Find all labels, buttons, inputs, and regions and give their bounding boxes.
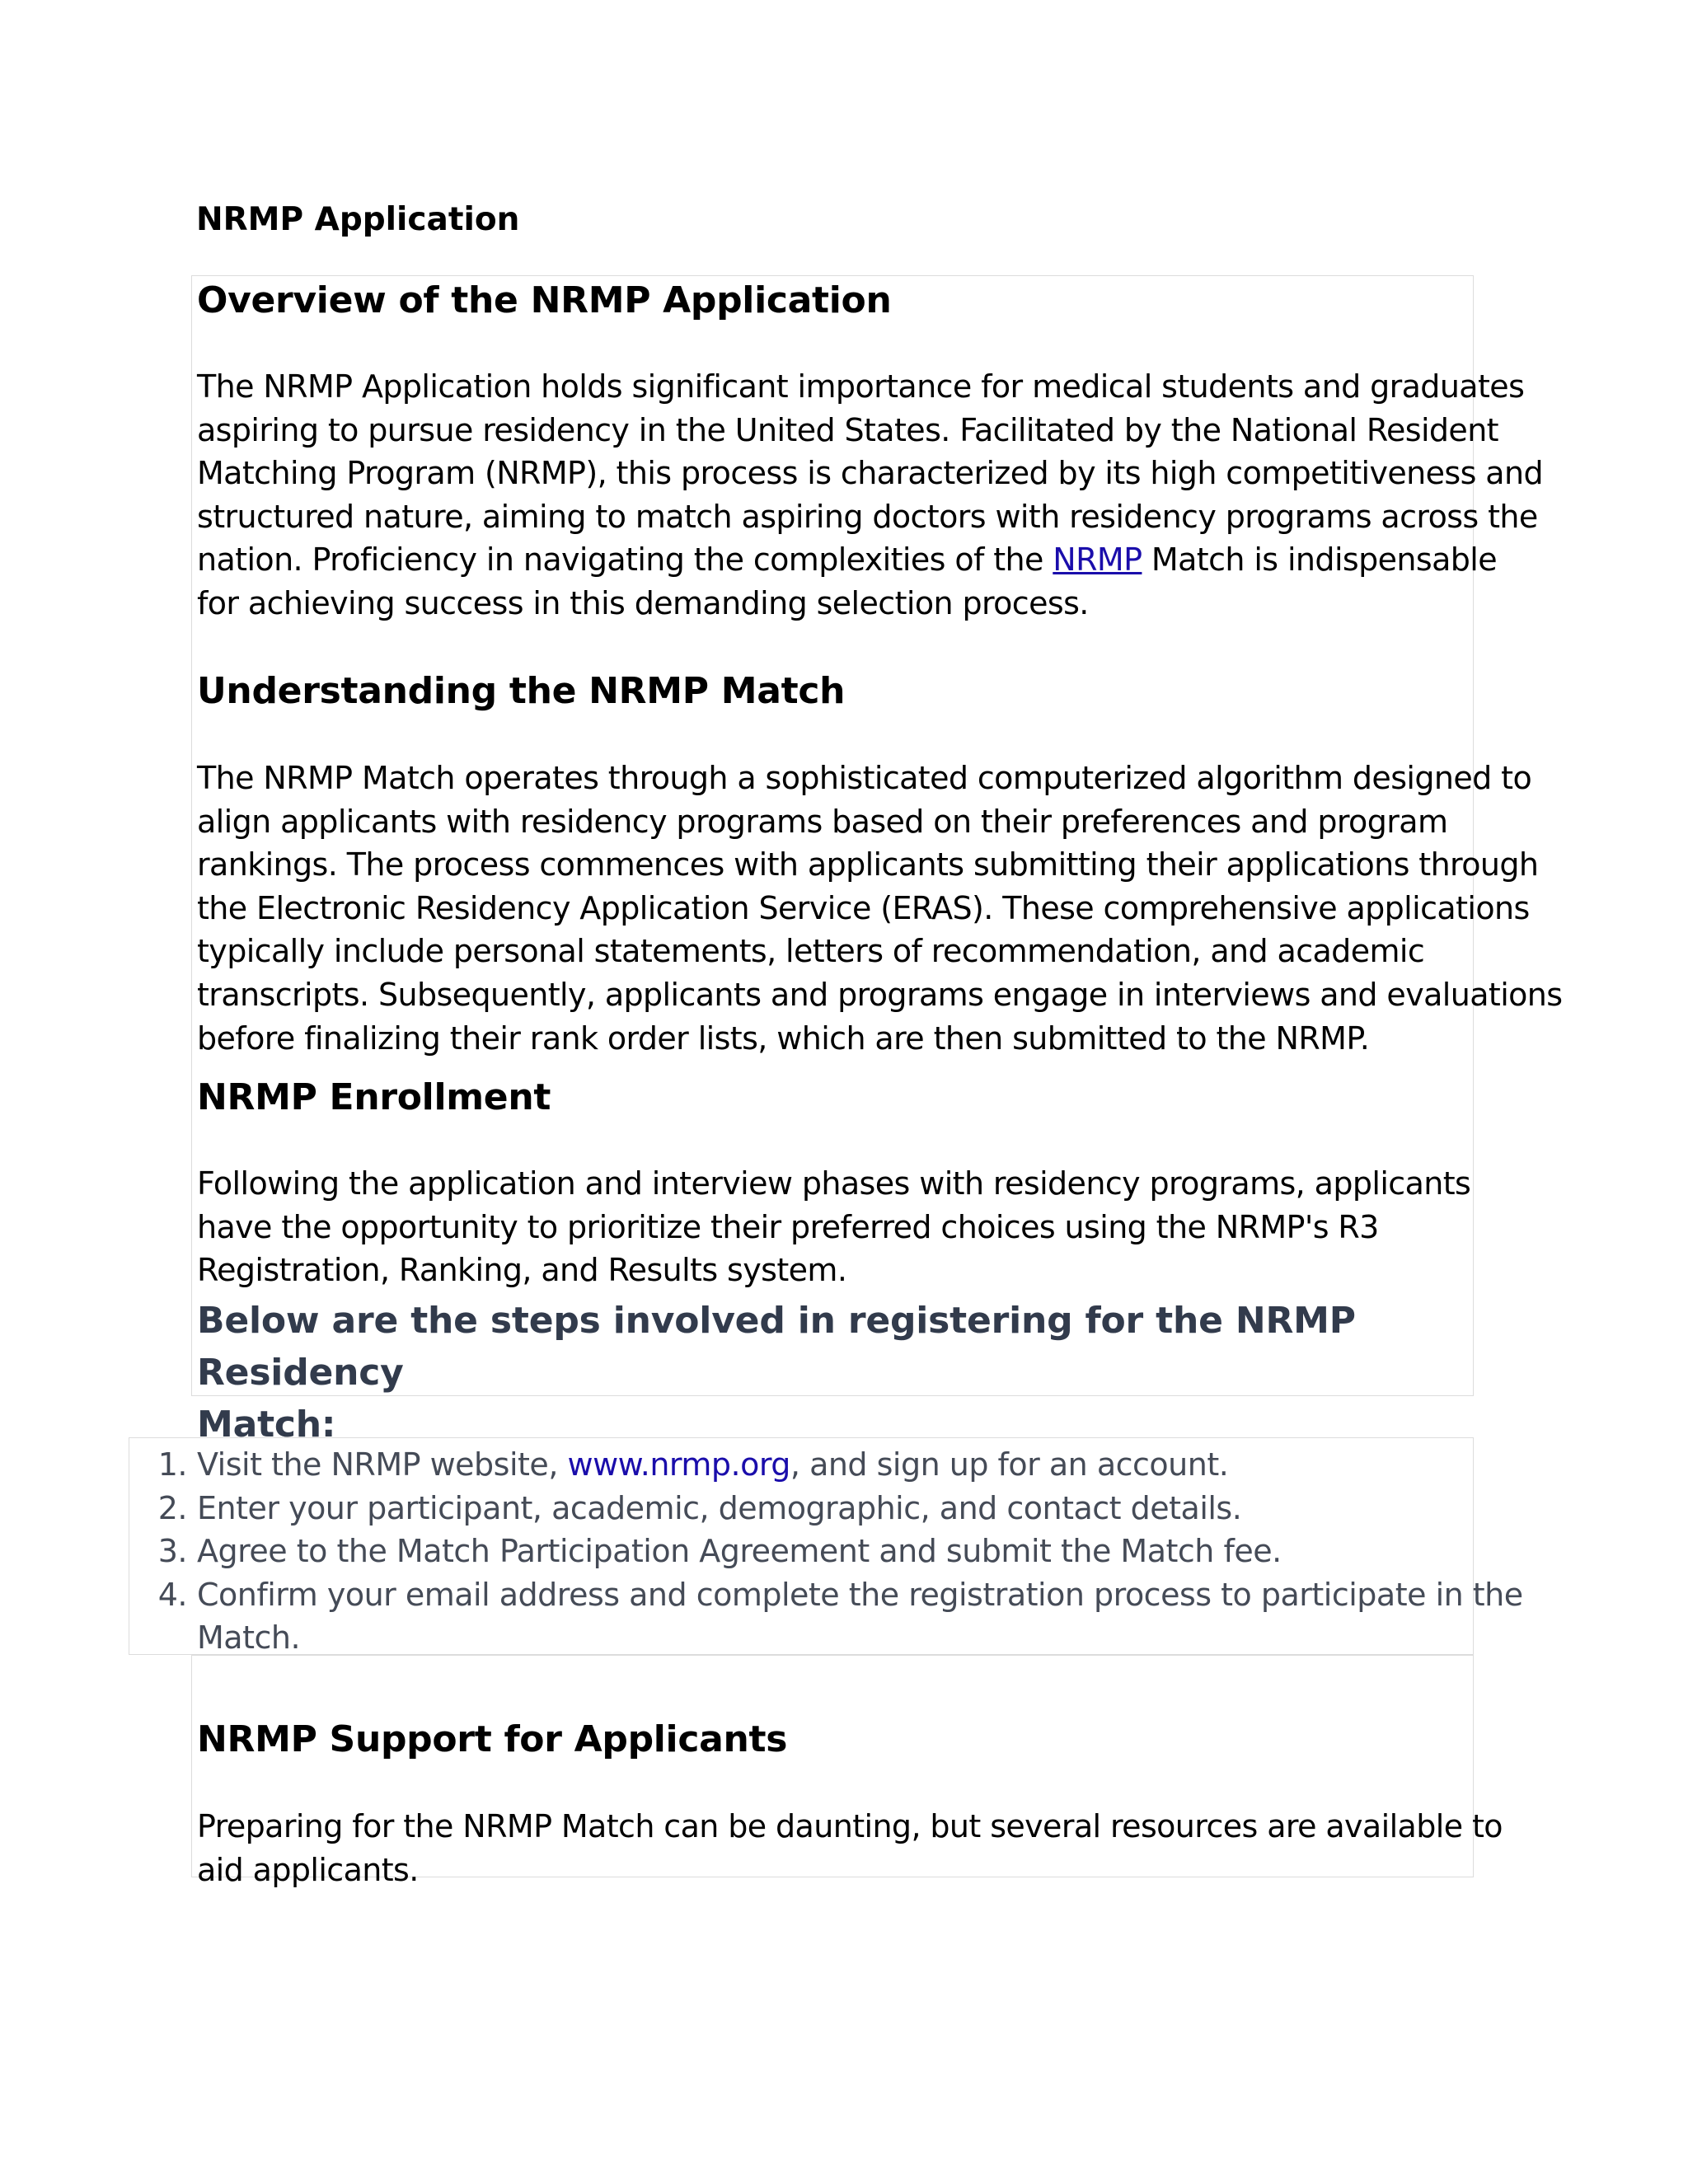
steps-heading-line: Below are the steps involved in registering for the NRMP Residency [197, 1300, 1356, 1394]
step-number: 4. [157, 1576, 187, 1613]
step-text [197, 1573, 1523, 1660]
step-text-line: Confirm your email address and complete the registration process to participate in the [197, 1576, 1523, 1613]
nrmp-website-link[interactable]: www.nrmp.org [567, 1446, 790, 1483]
understanding-line: typically include personal statements, letters of recommendation, and academic [197, 933, 1425, 970]
step-text-part: Visit the NRMP website, [197, 1446, 568, 1483]
support-heading: NRMP Support for Applicants [197, 1718, 788, 1760]
understanding-line: The NRMP Match operates through a sophisticated computerized algorithm designed to [197, 760, 1532, 796]
understanding-paragraph [197, 757, 1562, 1060]
enrollment-paragraph [197, 1162, 1470, 1292]
steps-heading [197, 1295, 1473, 1451]
understanding-line: align applicants with residency programs based on their preferences and program [197, 803, 1448, 840]
step-text [197, 1443, 1228, 1487]
steps-list-box [129, 1437, 1523, 1657]
overview-heading: Overview of the NRMP Application [197, 279, 892, 321]
main-content-box [191, 275, 1563, 1446]
overview-line: The NRMP Application holds significant importance for medical students and graduates [197, 368, 1525, 405]
overview-line: aspiring to pursue residency in the United States. Facilitated by the National Resident [197, 411, 1498, 448]
step-number: 3. [157, 1533, 187, 1570]
step-text: Enter your participant, academic, demographic, and contact details. [197, 1489, 1242, 1526]
overview-line: for achieving success in this demanding selection process. [197, 584, 1089, 621]
step-text-line: Match. [197, 1619, 301, 1657]
step-text-part: , and sign up for an account. [790, 1446, 1229, 1483]
steps-heading-line: Match: [197, 1404, 336, 1446]
overview-line: structured nature, aiming to match aspiring doctors with residency programs across the [197, 498, 1538, 535]
enrollment-line: Registration, Ranking, and Results system. [197, 1252, 847, 1289]
step-number: 1. [157, 1446, 187, 1483]
step-number: 2. [157, 1489, 187, 1526]
understanding-heading: Understanding the NRMP Match [197, 670, 846, 712]
overview-line: Matching Program (NRMP), this process is characterized by its high competitiveness and [197, 455, 1543, 492]
support-line: aid applicants. [197, 1851, 419, 1888]
step-text: Agree to the Match Participation Agreement and submit the Match fee. [197, 1533, 1282, 1570]
overview-line-text: nation. Proficiency in navigating the complexities of the [197, 541, 1053, 579]
understanding-line: before finalizing their rank order lists, which are then submitted to the NRMP. [197, 1019, 1370, 1057]
overview-paragraph [197, 365, 1543, 626]
support-box [191, 1655, 1503, 1888]
understanding-line: the Electronic Residency Application Service (ERAS). These comprehensive applications [197, 889, 1530, 926]
overview-line-text: Match is indispensable [1142, 541, 1498, 579]
enrollment-line: have the opportunity to prioritize their preferred choices using the NRMP's R3 [197, 1208, 1379, 1245]
enrollment-line: Following the application and interview phases with residency programs, applicants [197, 1165, 1471, 1202]
understanding-line: rankings. The process commences with applicants submitting their applications through [197, 846, 1539, 883]
support-paragraph [197, 1805, 1503, 1891]
overview-line [197, 538, 1543, 582]
document-title: NRMP Application [196, 201, 520, 238]
support-line: Preparing for the NRMP Match can be daunting, but several resources are available to [197, 1808, 1503, 1844]
understanding-line: transcripts. Subsequently, applicants and programs engage in interviews and evaluations [197, 976, 1563, 1013]
enrollment-heading: NRMP Enrollment [197, 1076, 551, 1118]
nrmp-link[interactable]: NRMP [1053, 541, 1142, 579]
